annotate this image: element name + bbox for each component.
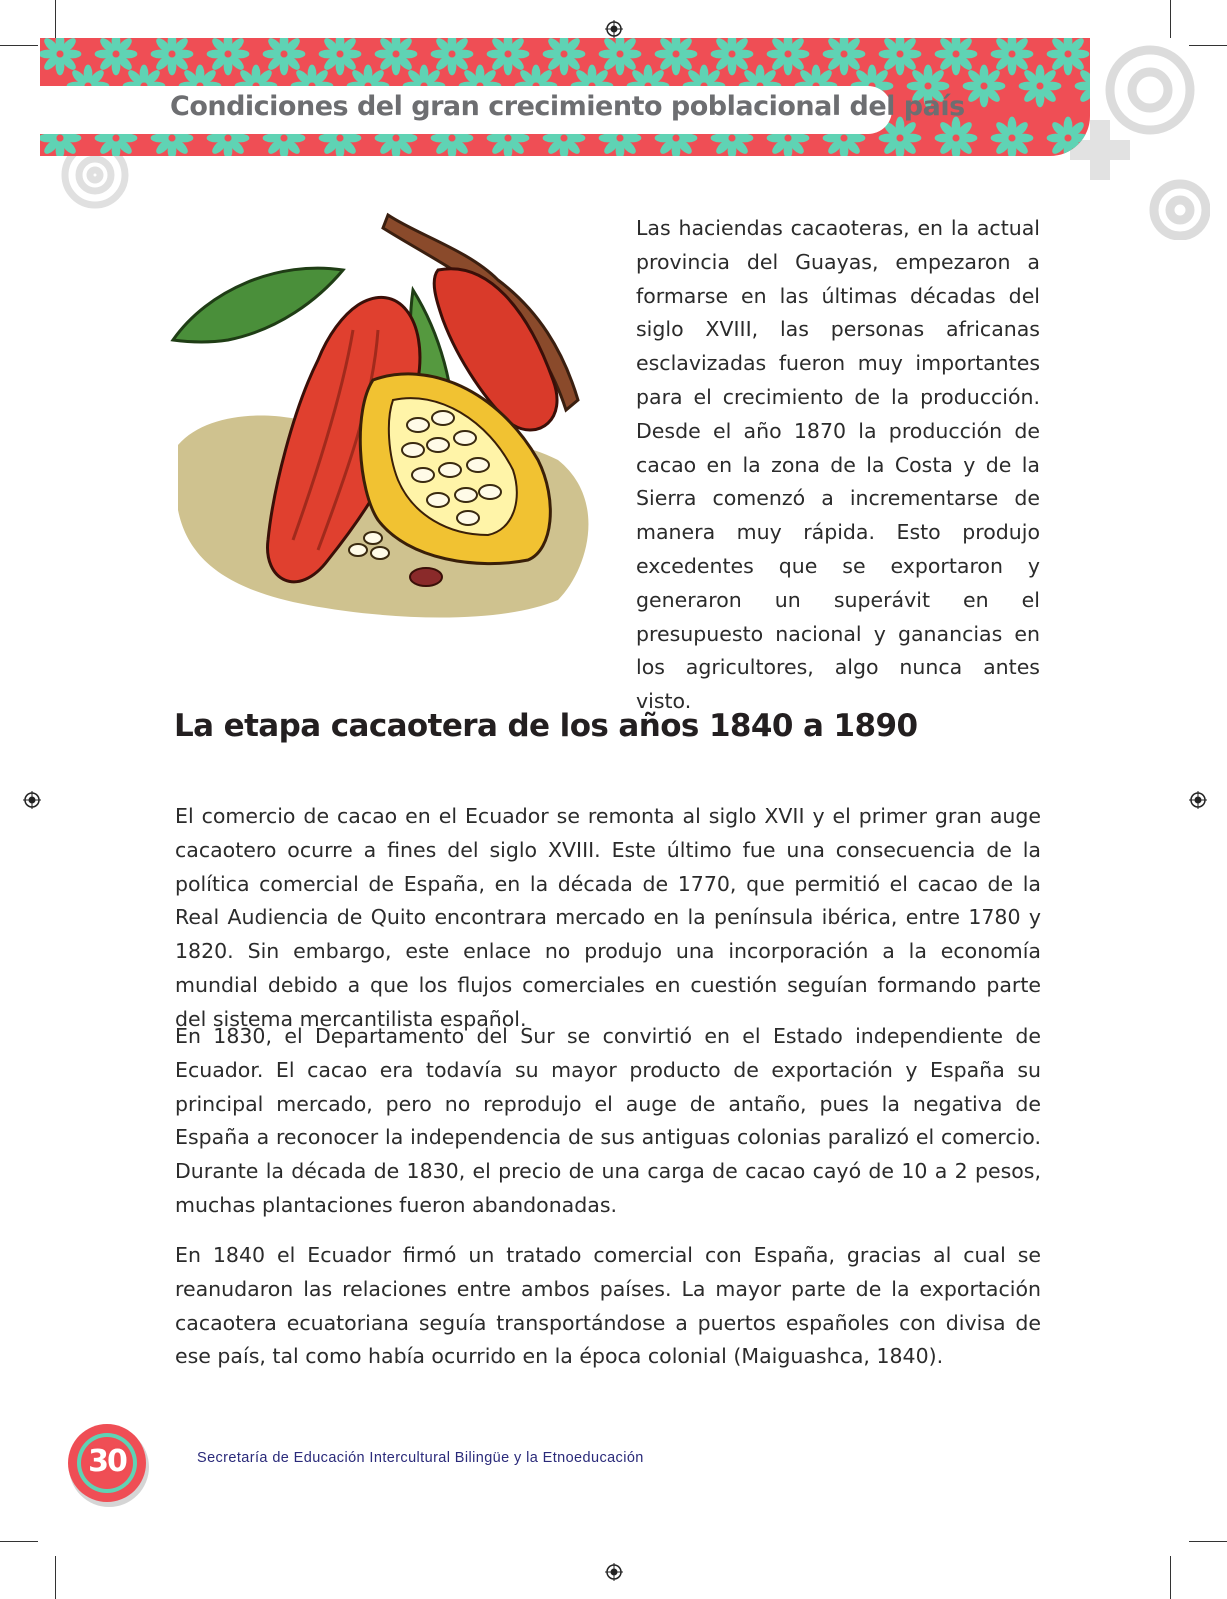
page-number: 30 xyxy=(88,1444,126,1479)
footer-publisher: Secretaría de Educación Intercultural Bilingüe y la Etnoeducación xyxy=(197,1450,644,1466)
registration-mark-icon xyxy=(1189,791,1207,809)
flower-motif-icon xyxy=(963,65,1006,108)
crop-mark xyxy=(55,1556,56,1599)
crop-mark xyxy=(0,1541,38,1542)
flower-motif-icon xyxy=(375,38,418,75)
flower-motif-icon xyxy=(711,38,754,75)
crop-mark xyxy=(1189,1541,1227,1542)
crop-mark xyxy=(1170,1556,1171,1599)
flower-motif-icon xyxy=(879,38,922,75)
flower-motif-icon xyxy=(1019,65,1062,108)
crop-mark xyxy=(55,0,56,38)
page-title: Condiciones del gran crecimiento poblacional del país xyxy=(170,91,965,122)
flower-motif-icon xyxy=(1047,117,1090,156)
registration-mark-icon xyxy=(605,1563,623,1581)
flower-motif-icon xyxy=(263,38,306,75)
registration-mark-icon xyxy=(23,791,41,809)
section-heading: La etapa cacaotera de los años 1840 a 1890 xyxy=(174,708,918,744)
body-paragraph: En 1840 el Ecuador firmó un tratado comercial con España, gracias al cual se reanudaron las relaciones entre ambos países. La mayor parte de la exportación cacaotera ecuatoriana seguía transportándose a puertos españoles con divisa de ese país, tal como había ocurrido en la época colonial (Maiguashca, 1840). xyxy=(175,1243,1041,1369)
flower-motif-icon xyxy=(95,38,138,75)
flower-motif-icon xyxy=(599,38,642,75)
header-title-bar xyxy=(40,86,965,134)
registration-mark-icon xyxy=(605,20,623,38)
flower-motif-icon xyxy=(935,38,978,75)
flower-motif-icon xyxy=(823,38,866,75)
flower-motif-icon xyxy=(487,38,530,75)
body-paragraph: En 1830, el Departamento del Sur se convirtió en el Estado independiente de Ecuador. El cacao era todavía su mayor producto de exportación y España su principal mercado, pero no reprodujo el auge de antaño, pues la negativa de España a reconocer la independencia de sus antiguas colonias paralizó el comercio. Durante la década de 1830, el precio de una carga de cacao cayó de 10 a 2 pesos, muchas plantaciones fueron abandonadas. xyxy=(175,1024,1041,1217)
flower-motif-icon xyxy=(935,117,978,156)
flower-motif-icon xyxy=(151,38,194,75)
flower-motif-icon xyxy=(319,38,362,75)
flower-motif-icon xyxy=(431,38,474,75)
flower-motif-icon xyxy=(767,38,810,75)
decorative-swirl-icon xyxy=(40,150,150,220)
crop-mark xyxy=(0,45,38,46)
flower-motif-icon xyxy=(1075,65,1090,108)
flower-motif-icon xyxy=(1047,38,1090,75)
cacao-pod-illustration-icon xyxy=(168,210,608,630)
intro-paragraph: Las haciendas cacaoteras, en la actual provincia del Guayas, empezaron a formarse en las últimas décadas del siglo XVIII, las personas africanas esclavizadas fueron muy importantes para el crecimiento de la producción. Desde el año 1870 la producción de cacao en la zona de la Costa y de la Sierra comenzó a incrementarse de manera muy rápida. Esto produjo excedentes que se exportaron y generaron un superávit en el presupuesto nacional y ganancias en los agricultores, algo nunca antes visto. xyxy=(636,216,1040,714)
body-paragraph: El comercio de cacao en el Ecuador se remonta al siglo XVII y el primer gran auge cacaotero ocurre a fines del siglo XVIII. Este último fue una consecuencia de la política comercial de España, en la década de 1770, que permitió el cacao de la Real Audiencia de Quito encontrara mercado en la península ibérica, entre 1780 y 1820. Sin embargo, este enlace no produjo una incorporación a la economía mundial debido a que los flujos comerciales en cuestión seguían formando parte del sistema mercantilista español. xyxy=(175,804,1041,1031)
flower-motif-icon xyxy=(991,38,1034,75)
flower-motif-icon xyxy=(207,38,250,75)
flower-motif-icon xyxy=(991,117,1034,156)
flower-motif-icon xyxy=(40,38,81,75)
flower-motif-icon xyxy=(543,38,586,75)
flower-motif-icon xyxy=(655,38,698,75)
